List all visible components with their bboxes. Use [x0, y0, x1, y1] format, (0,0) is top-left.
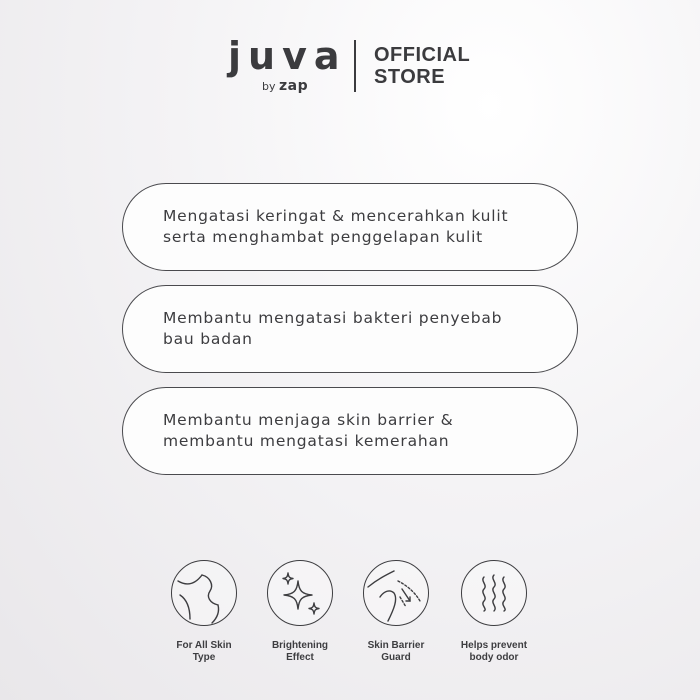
feature-label-line2: Effect: [286, 652, 314, 663]
feature-label-line1: Brightening: [271, 640, 329, 651]
store-label-line1: OFFICIAL: [374, 44, 471, 66]
feature-label-line1: For All Skin: [176, 640, 232, 651]
feature-label-line2: Type: [192, 652, 216, 663]
feature-label-line2: Guard: [381, 652, 411, 663]
benefit-pill-2: [122, 285, 578, 373]
feature-all-skin-type: [156, 560, 252, 664]
feature-label: [348, 640, 444, 664]
feature-brightening: [252, 560, 348, 664]
brand-byline: [262, 78, 308, 94]
byline-brand: zap: [279, 78, 309, 94]
benefit-text: Membantu mengatasi bakteri penyebab bau badan: [163, 309, 503, 348]
feature-label-line2: body odor: [469, 652, 519, 663]
byline-by: by: [262, 80, 276, 93]
feature-skin-barrier: [348, 560, 444, 664]
benefit-text: Mengatasi keringat & mencerahkan kulit serta menghambat penggelapan kulit: [163, 207, 509, 246]
official-store-label: [374, 44, 470, 88]
feature-label: [252, 640, 348, 664]
odor-waves-icon: [461, 560, 527, 626]
store-label-line2: STORE: [374, 66, 446, 88]
benefit-pill-3: [122, 387, 578, 475]
feature-label-line1: Skin Barrier: [367, 640, 425, 651]
barrier-shield-icon: [363, 560, 429, 626]
juva-logo: juva: [228, 34, 347, 78]
header-divider: [354, 40, 356, 92]
feature-label: [156, 640, 252, 664]
benefit-text: Membantu menjaga skin barrier & membantu mengatasi kemerahan: [163, 411, 454, 450]
store-header: [0, 30, 700, 100]
underarm-icon: [171, 560, 237, 626]
feature-body-odor: [446, 560, 542, 664]
sparkle-icon: [267, 560, 333, 626]
feature-label-line1: Helps prevent: [460, 640, 528, 651]
benefit-pill-1: [122, 183, 578, 271]
feature-label: [446, 640, 542, 664]
